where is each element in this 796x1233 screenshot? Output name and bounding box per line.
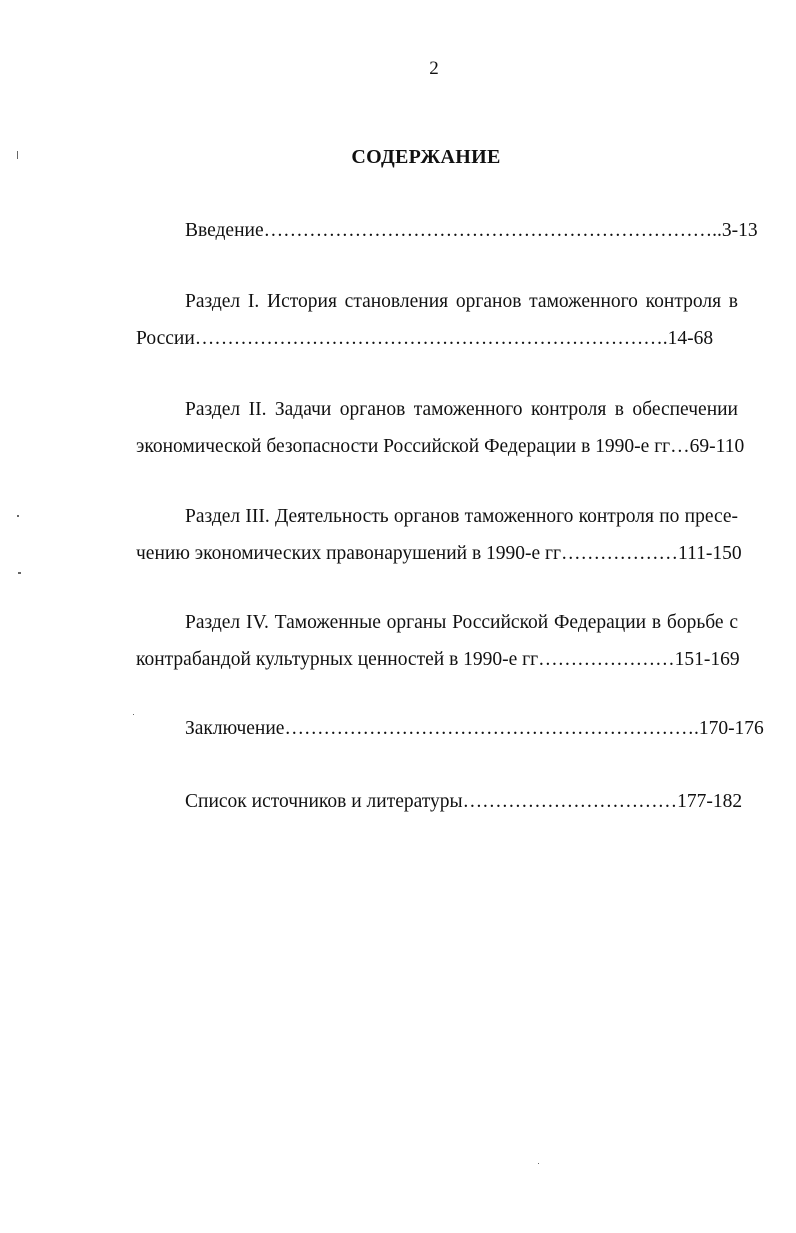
toc-section-4-line-2: контрабандой культурных ценностей в 1990-е гг…………………151-169	[136, 649, 740, 670]
scan-speck	[17, 151, 18, 159]
toc-section-2-line-1: Раздел II. Задачи органов таможенного контроля в обеспечении	[185, 399, 738, 420]
page-number: 2	[429, 58, 439, 79]
scan-speck	[538, 1163, 539, 1164]
scan-speck	[133, 714, 134, 715]
toc-sources: Список источников и литературы……………………………177-182	[185, 791, 743, 812]
scan-speck	[18, 572, 21, 574]
toc-section-1-line-2: России……………………………………………………………….14-68	[136, 328, 714, 349]
toc-section-2-line-2: экономической безопасности Российской Федерации в 1990-е гг…69-110	[136, 436, 745, 457]
toc-section-4-line-1: Раздел IV. Таможенные органы Российской Федерации в борьбе с	[185, 612, 738, 633]
toc-section-1-line-1: Раздел I. История становления органов таможенного контроля в	[185, 291, 738, 312]
page-title: СОДЕРЖАНИЕ	[351, 146, 501, 168]
toc-section-3-line-2: чению экономических правонарушений в 1990-е гг………………111-150	[136, 543, 742, 564]
scan-speck	[17, 515, 19, 517]
toc-section-3-line-1: Раздел III. Деятельность органов таможенного контроля по пресе-	[185, 506, 738, 527]
toc-introduction: Введение……………………………………………………………..3-13	[185, 220, 758, 241]
toc-conclusion: Заключение……………………………………………………….170-176	[185, 718, 764, 739]
